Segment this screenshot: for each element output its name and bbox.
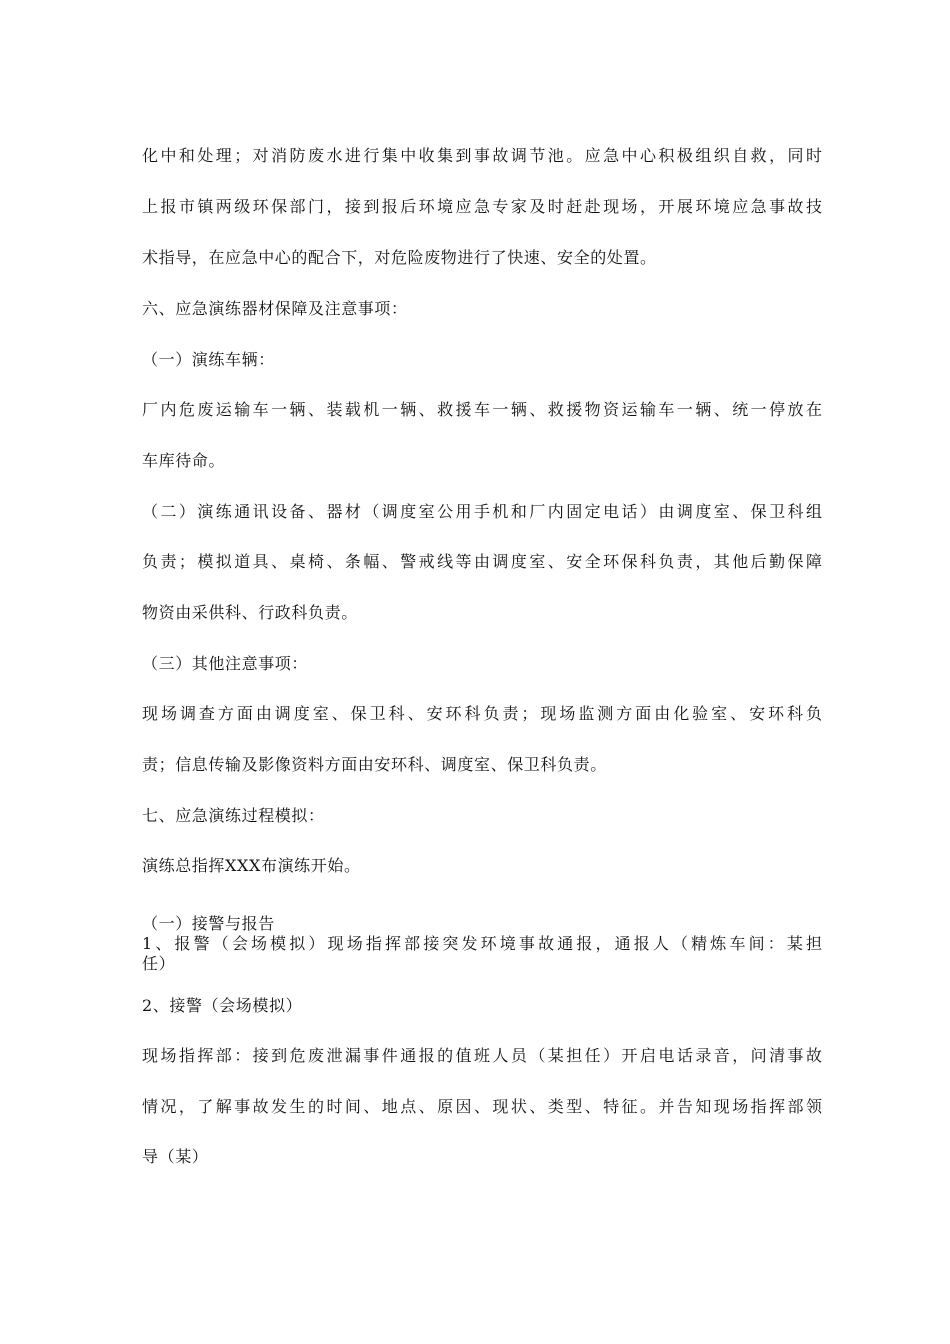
command-line-2: 情况，了解事故发生的时间、地点、原因、现状、类型、特征。并告知现场指挥部领 xyxy=(142,1097,822,1116)
equipment-line-3: 物资由采供科、行政科负责。 xyxy=(142,603,358,622)
notes-line-1: 现场调查方面由调度室、保卫科、安环科负责；现场监测方面由化验室、安环科负 xyxy=(142,704,822,723)
subheading-vehicles: （一）演练车辆： xyxy=(142,350,275,369)
receive-alarm-heading: 2、接警（会场模拟） xyxy=(142,996,303,1015)
equipment-line-2: 负责；模拟道具、桌椅、条幅、警戒线等由调度室、安全环保科负责，其他后勤保障 xyxy=(142,552,822,571)
vehicles-line-2: 车库待命。 xyxy=(142,451,226,470)
subheading-alarm-report: （一）接警与报告 xyxy=(142,914,275,933)
subheading-notes: （三）其他注意事项： xyxy=(142,654,309,673)
command-line-3: 导（某） xyxy=(142,1147,209,1166)
alarm-line-2: 任） xyxy=(142,954,176,973)
command-line-1: 现场指挥部：接到危废泄漏事件通报的值班人员（某担任）开启电话录音，问清事故 xyxy=(142,1046,822,1065)
paragraph-line-3: 术指导，在应急中心的配合下，对危险废物进行了快速、安全的处置。 xyxy=(142,248,657,267)
paragraph-line-1: 化中和处理；对消防废水进行集中收集到事故调节池。应急中心积极组织自救，同时 xyxy=(142,146,822,165)
vehicles-line-1: 厂内危废运输车一辆、装载机一辆、救援车一辆、救援物资运输车一辆、统一停放在 xyxy=(142,400,822,419)
section-heading-6: 六、应急演练器材保障及注意事项： xyxy=(142,299,408,318)
paragraph-line-2: 上报市镇两级环保部门，接到报后环境应急专家及时赶赴现场，开展环境应急事故技 xyxy=(142,197,822,216)
alarm-line-1: 1、报警（会场模拟）现场指挥部接突发环境事故通报，通报人（精炼车间：某担 xyxy=(142,934,822,953)
section-heading-7: 七、应急演练过程模拟： xyxy=(142,806,325,825)
drill-start-line: 演练总指挥XXX布演练开始。 xyxy=(142,856,361,875)
notes-line-2: 责；信息传输及影像资料方面由安环科、调度室、保卫科负责。 xyxy=(142,755,607,774)
equipment-line-1: （二）演练通讯设备、器材（调度室公用手机和厂内固定电话）由调度室、保卫科组 xyxy=(142,502,822,521)
